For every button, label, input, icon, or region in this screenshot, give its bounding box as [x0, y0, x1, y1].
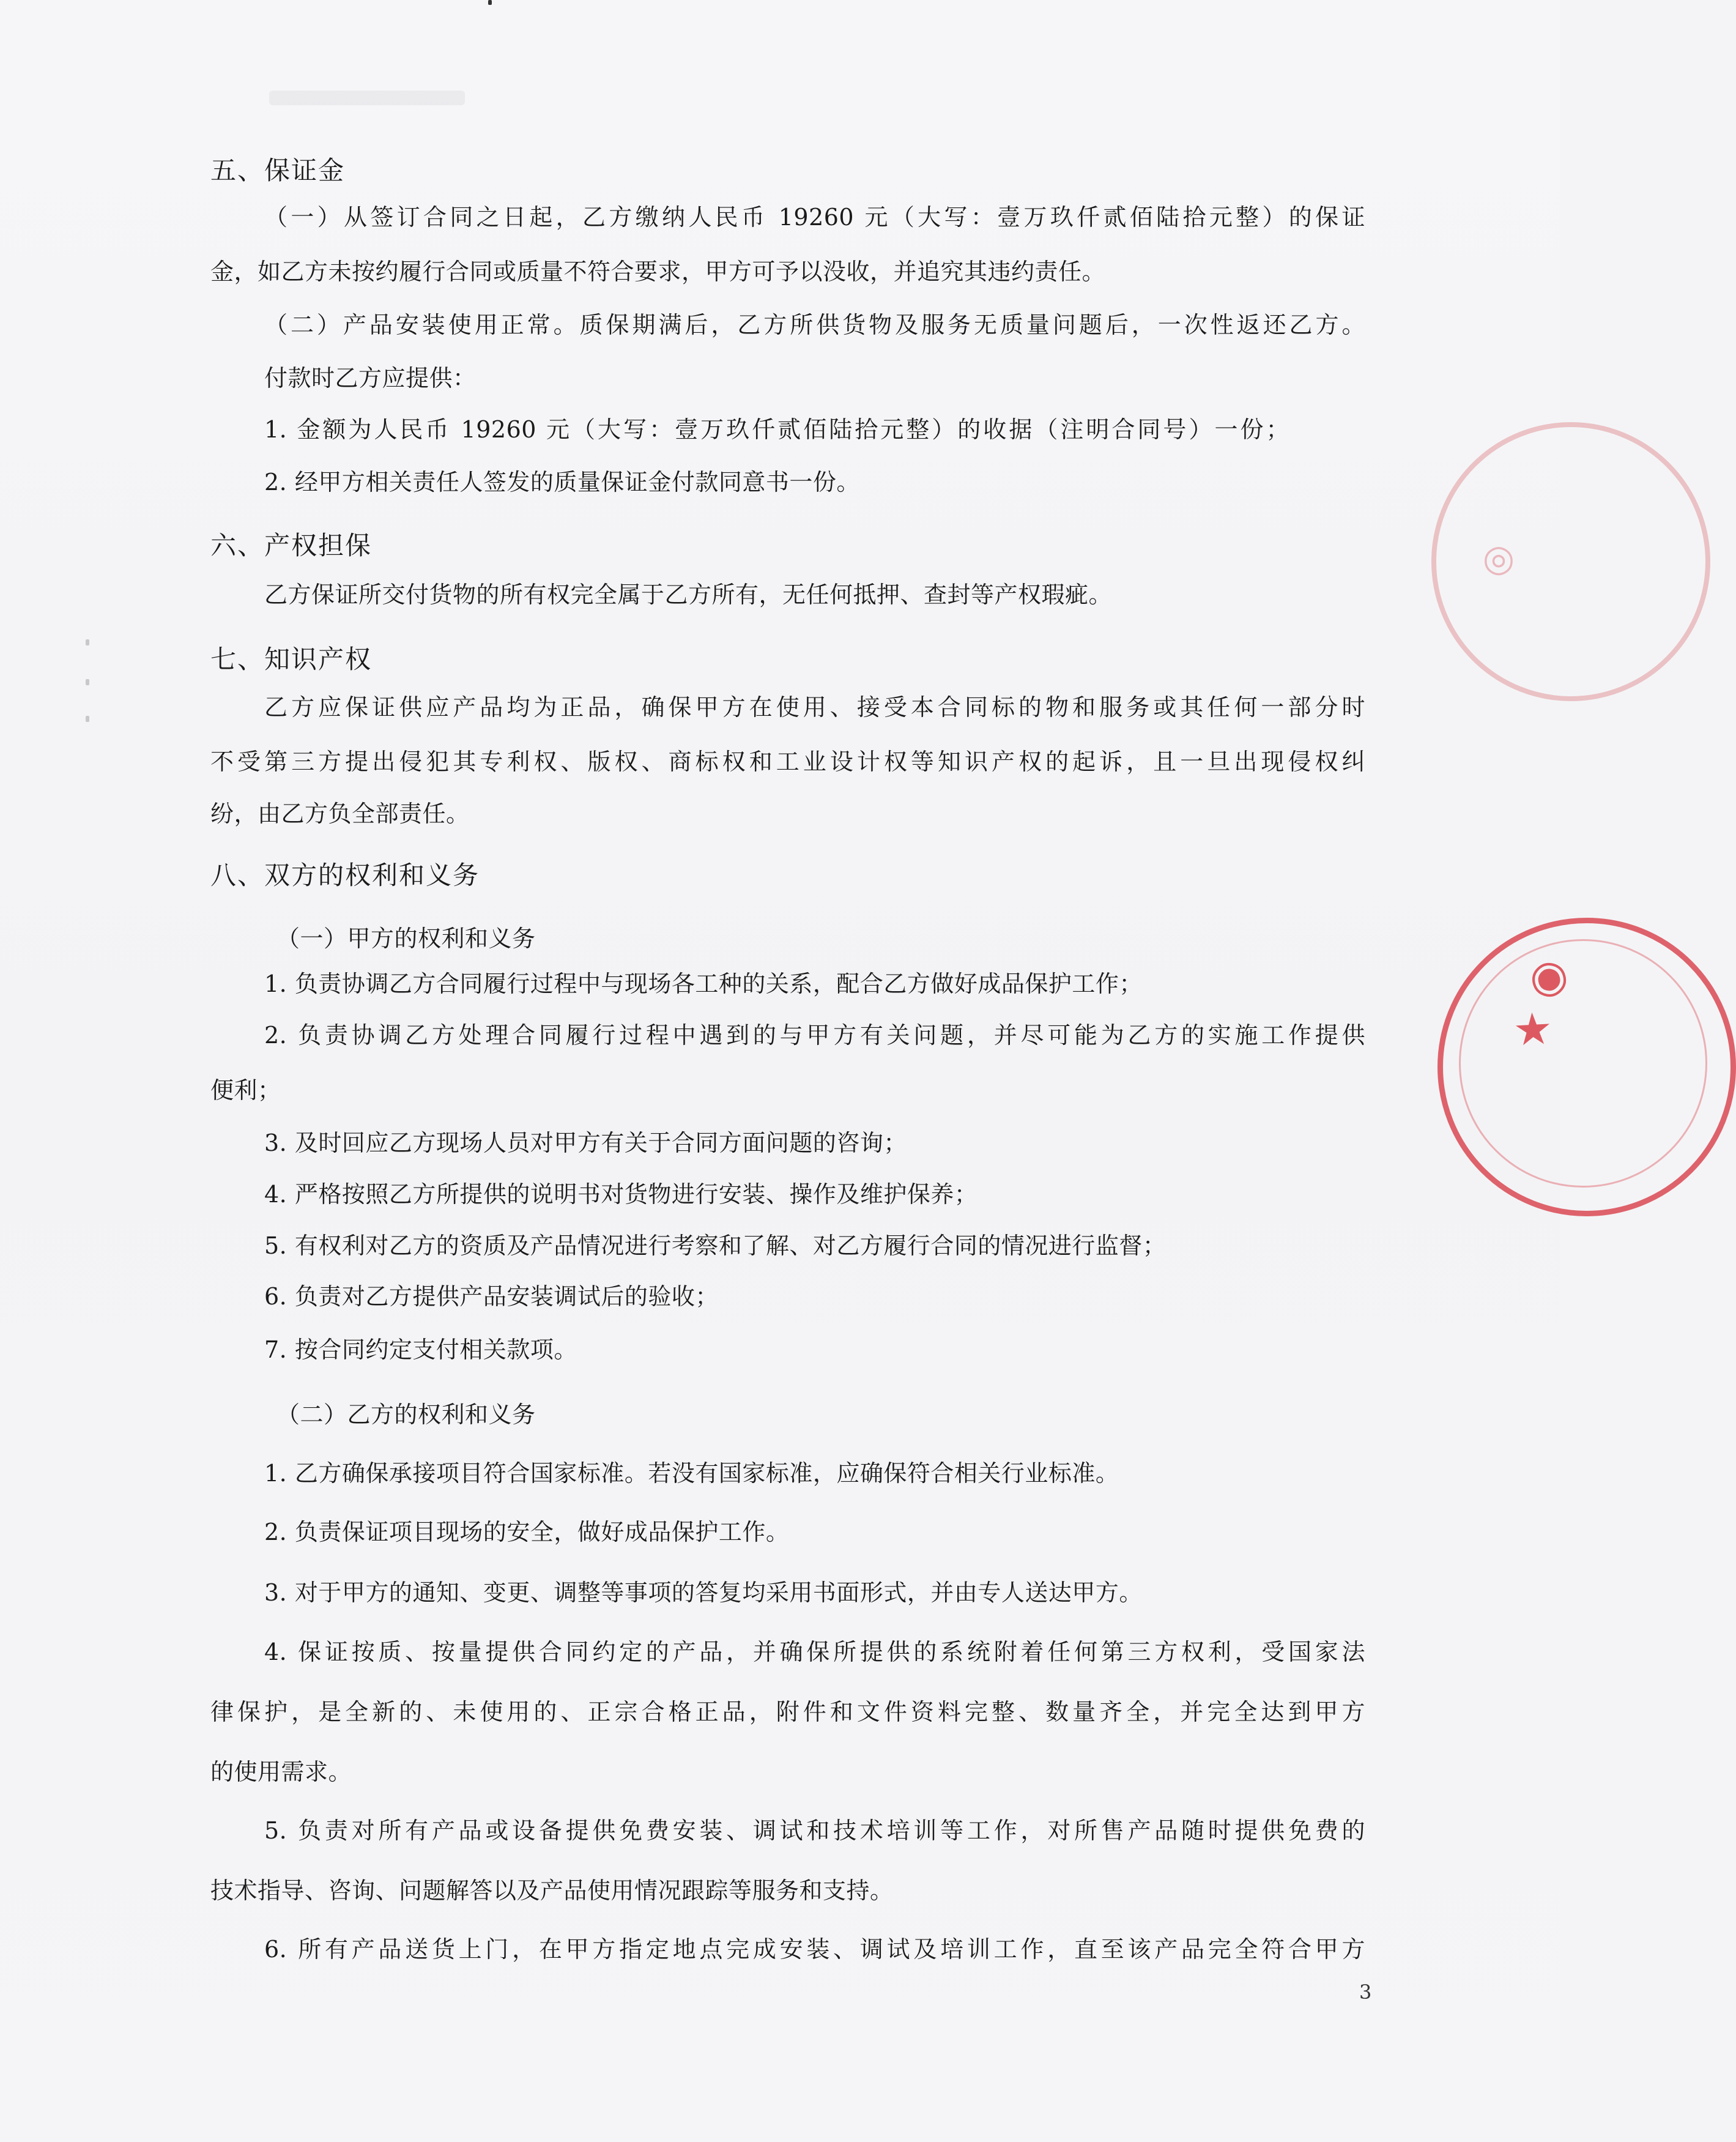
list-item: 1. 负责协调乙方合同履行过程中与现场各工种的关系，配合乙方做好成品保护工作；	[264, 970, 1143, 997]
faint-red-seal-glyphs: ◎	[1469, 535, 1523, 585]
list-item: 3. 对于甲方的通知、变更、调整等事项的答复均采用书面形式，并由专人送达甲方。	[264, 1579, 1143, 1606]
page-number: 3	[1359, 1980, 1372, 2004]
paragraph-line: 纷，由乙方负全部责任。	[210, 800, 470, 827]
list-item: 4. 严格按照乙方所提供的说明书对货物进行安装、操作及维护保养；	[264, 1181, 978, 1208]
subheading-party-a: （一）甲方的权利和义务	[276, 925, 536, 952]
list-item: 2. 负责保证项目现场的安全，做好成品保护工作。	[264, 1519, 790, 1545]
list-item: 便利；	[210, 1077, 281, 1104]
paragraph-line: 乙方保证所交付货物的所有权完全属于乙方所有，无任何抵押、查封等产权瑕疵。	[264, 581, 1113, 608]
list-item: 2. 负责协调乙方处理合同履行过程中遇到的与甲方有关问题，并尽可能为乙方的实施工作提供	[264, 1022, 1365, 1049]
list-item: 3. 及时回应乙方现场人员对甲方有关于合同方面问题的咨询；	[264, 1129, 907, 1156]
red-company-seal-glyphs: ★ ◉	[1502, 953, 1576, 1056]
subheading-party-b: （二）乙方的权利和义务	[276, 1401, 536, 1428]
list-item: 5. 有权利对乙方的资质及产品情况进行考察和了解、对乙方履行合同的情况进行监督；	[264, 1232, 1167, 1259]
paragraph-line: 付款时乙方应提供：	[264, 365, 477, 392]
section-heading-property: 六、产权担保	[210, 530, 373, 560]
list-item: 的使用需求。	[210, 1758, 352, 1785]
paragraph-line: （二）产品安装使用正常。质保期满后，乙方所供货物及服务无质量问题后，一次性返还乙方。	[264, 311, 1365, 338]
list-item: 2. 经甲方相关责任人签发的质量保证金付款同意书一份。	[264, 469, 860, 496]
list-item: 6. 所有产品送货上门，在甲方指定地点完成安装、调试及培训工作，直至该产品完全符合甲方	[264, 1936, 1365, 1963]
list-item: 技术指导、咨询、问题解答以及产品使用情况跟踪等服务和支持。	[210, 1877, 894, 1904]
section-heading-ip: 七、知识产权	[210, 644, 373, 674]
paragraph-line: 金，如乙方未按约履行合同或质量不符合要求，甲方可予以没收，并追究其违约责任。	[210, 258, 1106, 285]
paragraph-line: （一）从签订合同之日起，乙方缴纳人民币 19260 元（大写：壹万玖仟贰佰陆拾元整）的保证	[264, 204, 1365, 231]
list-item: 6. 负责对乙方提供产品安装调试后的验收；	[264, 1283, 719, 1310]
paragraph-line: 不受第三方提出侵犯其专利权、版权、商标权和工业设计权等知识产权的起诉，且一旦出现侵权纠	[210, 748, 1365, 775]
list-item: 1. 乙方确保承接项目符合国家标准。若没有国家标准，应确保符合相关行业标准。	[264, 1460, 1119, 1487]
list-item: 5. 负责对所有产品或设备提供免费安装、调试和技术培训等工作，对所售产品随时提供免费的	[264, 1817, 1365, 1844]
list-item: 7. 按合同约定支付相关款项。	[264, 1336, 577, 1363]
list-item: 律保护，是全新的、未使用的、正宗合格正品，附件和文件资料完整、数量齐全，并完全达到甲方	[210, 1698, 1365, 1725]
section-heading-rights: 八、双方的权利和义务	[210, 860, 480, 890]
list-item: 1. 金额为人民币 19260 元（大写：壹万玖仟贰佰陆拾元整）的收据（注明合同号）一份；	[264, 416, 1289, 443]
list-item: 4. 保证按质、按量提供合同约定的产品，并确保所提供的系统附着任何第三方权利，受国家法	[264, 1638, 1365, 1665]
section-heading-deposit: 五、保证金	[210, 155, 346, 185]
paragraph-line: 乙方应保证供应产品均为正品，确保甲方在使用、接受本合同标的物和服务或其任何一部分时	[264, 694, 1365, 721]
